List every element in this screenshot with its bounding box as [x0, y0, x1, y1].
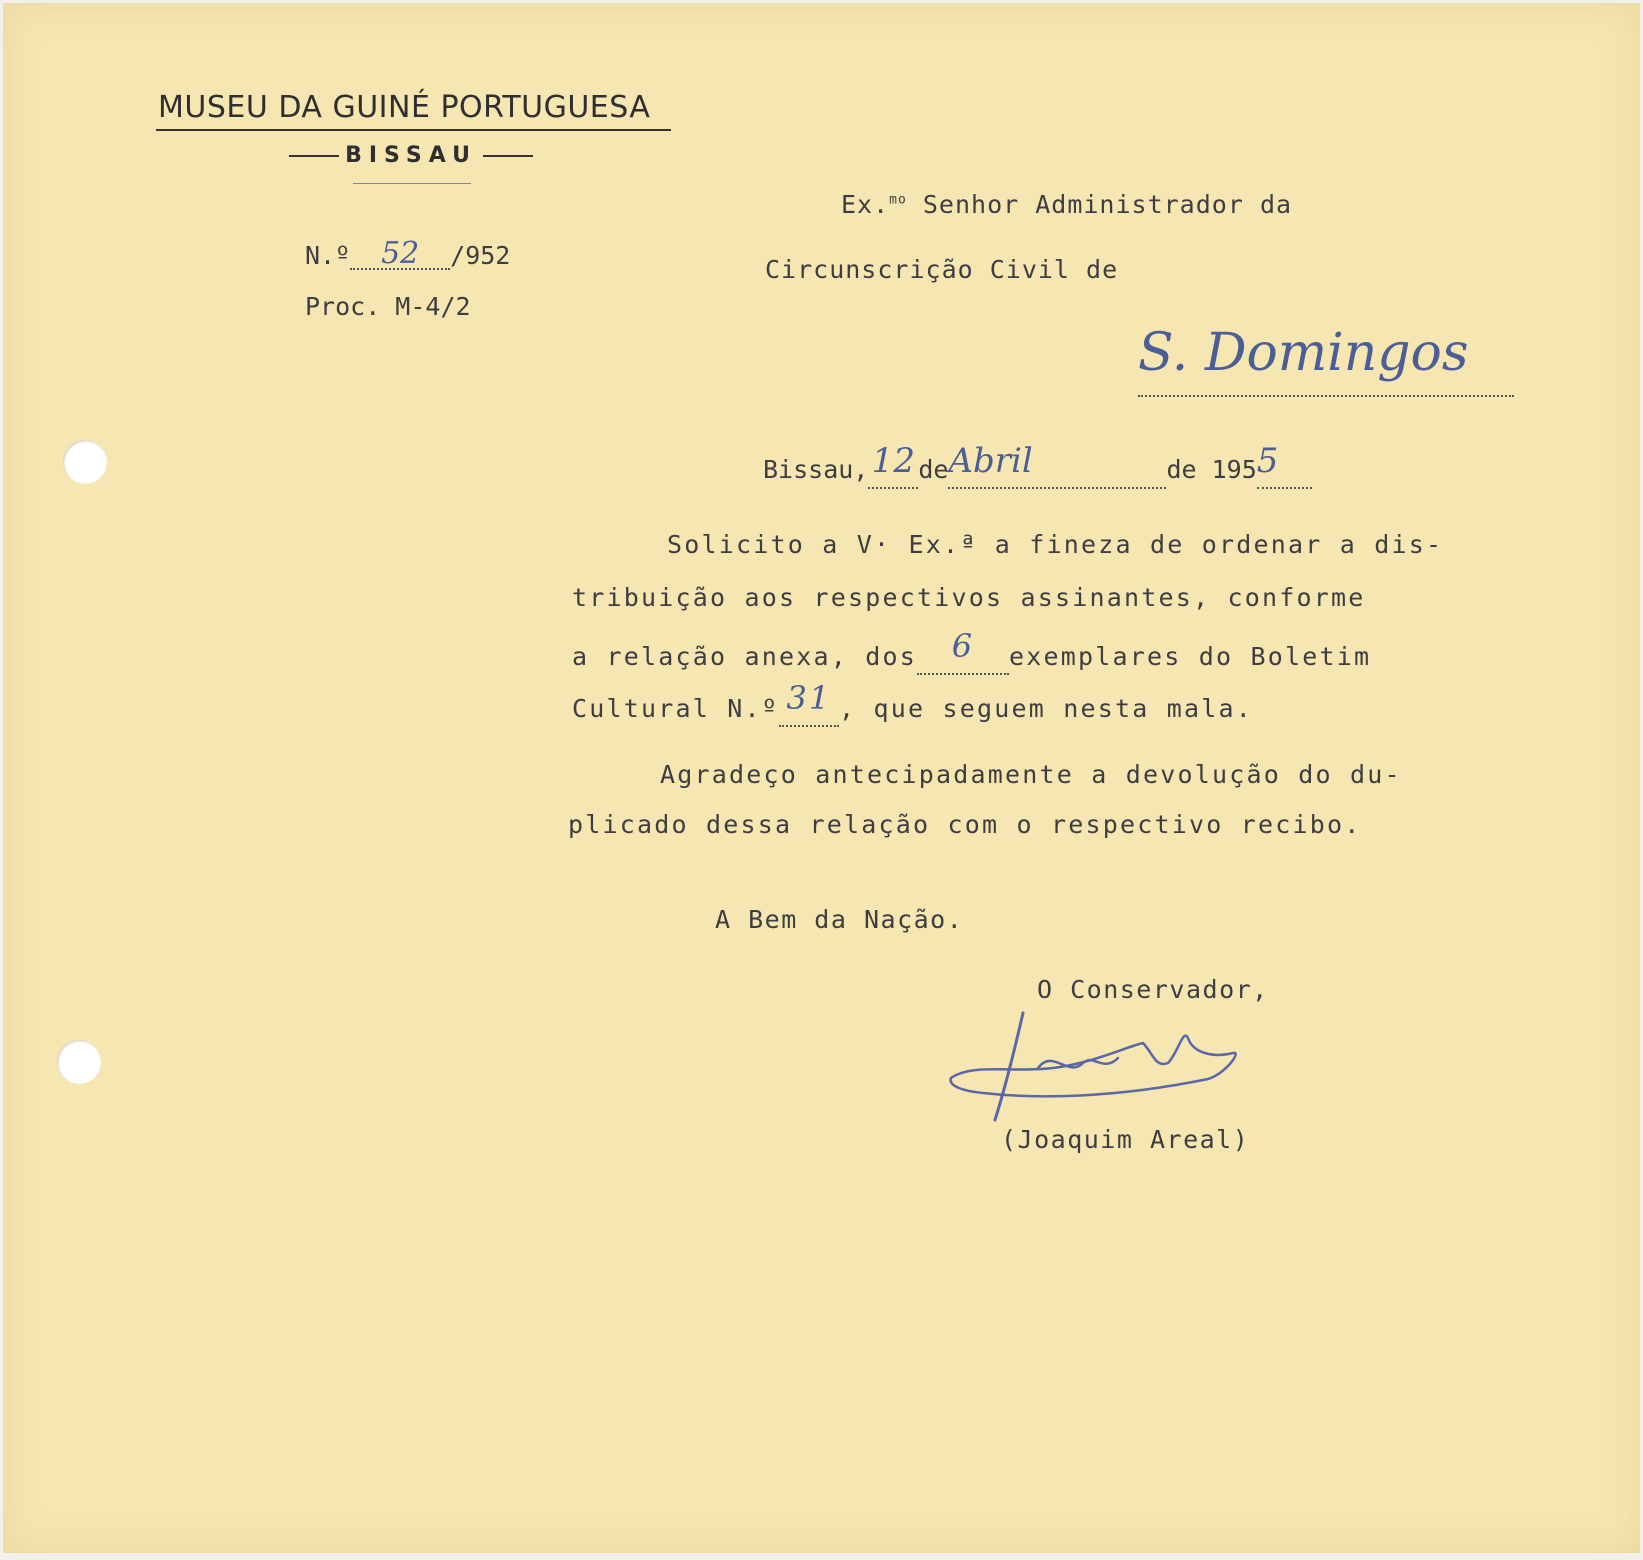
reference-number — [305, 236, 511, 271]
copies-handwritten: 6 — [951, 627, 975, 665]
body-paragraph-1-line-4 — [572, 679, 1254, 727]
closing-salutation: A Bem da Nação. — [715, 905, 964, 934]
process-reference: Proc. M-4/2 — [305, 292, 471, 321]
date-month-blank — [948, 441, 1166, 489]
letterhead-city-line — [280, 143, 542, 168]
addressee-place-handwritten: S. Domingos — [1138, 323, 1469, 383]
body-line-3-part-b: exemplares do Boletim — [1009, 642, 1372, 671]
letterhead-city: BISSAU — [345, 143, 477, 168]
reference-number-year: /952 — [450, 241, 511, 270]
letterhead-institution: MUSEU DA GUINÉ PORTUGUESA — [158, 90, 651, 125]
body-paragraph-1-line-2: tribuição aos respectivos assinantes, conforme — [572, 583, 1366, 612]
issue-blank — [779, 679, 839, 727]
date-de-2: de 195 — [1166, 455, 1257, 484]
letterhead-small-rule — [353, 183, 471, 184]
body-paragraph-2-line-1: Agradeço antecipadamente a devolução do du- — [660, 760, 1402, 789]
addressee-line-2: Circunscrição Civil de — [765, 255, 1119, 284]
body-line-4-part-a: Cultural N.º — [572, 694, 780, 723]
punch-hole-bottom — [57, 1040, 101, 1084]
body-paragraph-2-line-2: plicado dessa relação com o respectivo recibo. — [568, 810, 1362, 839]
handwritten-signature — [943, 1008, 1303, 1128]
addressee-line-1 — [841, 190, 1292, 219]
city-dash-right — [483, 155, 533, 157]
copies-blank — [917, 627, 1009, 675]
body-paragraph-1-line-1: Solicito a V· Ex.ª a fineza de ordenar a dis- — [667, 530, 1444, 559]
reference-number-prefix: N.º — [305, 241, 351, 270]
addressee-title: Ex. — [841, 190, 890, 219]
date-line — [763, 441, 1312, 489]
letterhead-rule — [156, 129, 671, 131]
body-line-4-part-b: , que seguem nesta mala. — [839, 694, 1254, 723]
body-line-3-part-a: a relação anexa, dos — [572, 642, 918, 671]
issue-handwritten: 31 — [786, 679, 832, 717]
addressee-place-blank — [1138, 323, 1514, 397]
addressee-position: Senhor Administrador da — [906, 190, 1293, 219]
date-day-handwritten: 12 — [871, 441, 915, 481]
date-year-handwritten: 5 — [1256, 441, 1279, 481]
signatory-role: O Conservador, — [1037, 975, 1269, 1004]
body-paragraph-1-line-3 — [572, 627, 1372, 675]
date-de-1: de — [918, 455, 949, 484]
letter-sheet — [3, 3, 1640, 1553]
date-city: Bissau, — [763, 455, 869, 484]
date-month-handwritten: Abril — [948, 441, 1033, 481]
date-day-blank — [868, 441, 918, 489]
reference-number-handwritten: 52 — [381, 236, 420, 271]
city-dash-left — [289, 155, 339, 157]
signatory-name: (Joaquim Areal) — [1001, 1125, 1250, 1154]
reference-number-blank — [350, 236, 450, 271]
addressee-title-superscript: mo — [889, 192, 907, 208]
date-year-blank — [1256, 441, 1312, 489]
punch-hole-top — [63, 440, 107, 484]
